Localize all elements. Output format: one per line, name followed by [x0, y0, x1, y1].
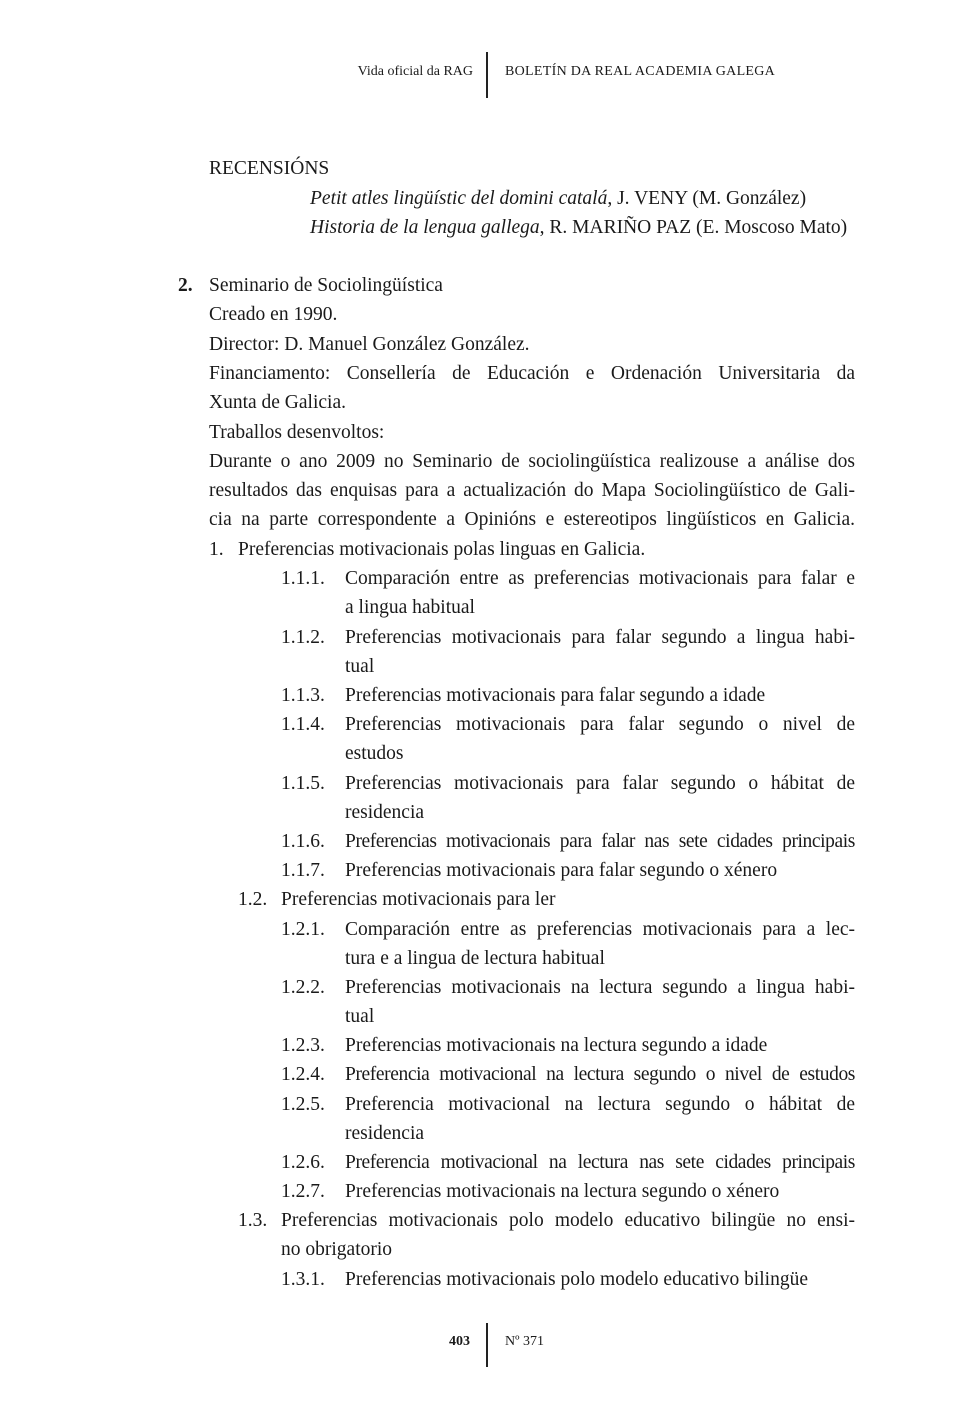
- outline-text: Comparación entre as preferencias motivacionais para a lec-: [345, 919, 855, 940]
- intro-paragraph-line: Durante o ano 2009 no Seminario de sociolingüística realizouse a análise dos: [209, 451, 855, 472]
- outline-text-cont: a lingua habitual: [345, 597, 475, 618]
- outline-number: 1.2.6.: [281, 1152, 325, 1173]
- footer-divider: [486, 1323, 488, 1367]
- outline-text: Preferencias motivacionais polas linguas en Galicia.: [238, 539, 646, 560]
- intro-paragraph-line: resultados das enquisas para a actualización do Mapa Sociolingüístico de Gali-: [209, 480, 855, 501]
- outline-number: 1.2.5.: [281, 1094, 325, 1115]
- outline-number: 1.2.2.: [281, 977, 325, 998]
- header-divider: [486, 52, 488, 98]
- outline-text: Preferencias motivacionais para falar segundo o hábitat de: [345, 773, 855, 794]
- outline-number: 1.2.: [238, 889, 268, 910]
- recension-item: [310, 216, 847, 240]
- outline-number: 1.1.2.: [281, 627, 325, 648]
- header-journal: BOLETÍN DA REAL ACADEMIA GALEGA: [505, 64, 776, 79]
- outline-number: 1.3.: [238, 1210, 268, 1231]
- page-number: 403: [449, 1334, 470, 1349]
- outline-number: 1.1.1.: [281, 568, 325, 589]
- outline-number: 1.: [209, 539, 224, 560]
- outline-text: Comparación entre as preferencias motivacionais para falar e: [345, 568, 855, 589]
- outline-text: Preferencias motivacionais polo modelo educativo bilingüe: [345, 1269, 808, 1290]
- outline-number: 1.1.3.: [281, 685, 325, 706]
- section-number: 2.: [178, 275, 193, 296]
- recension-author: , R. MARIÑO PAZ (E. Moscoso Mato): [539, 217, 848, 238]
- recension-item: [310, 187, 806, 211]
- intro-paragraph-line: cia na parte correspondente a Opinións e estereotipos lingüísticos en Galicia.: [209, 509, 855, 530]
- running-header: [0, 52, 975, 98]
- recension-title: Petit atles lingüístic del domini catalá: [310, 188, 608, 209]
- director-line: Director: D. Manuel González González.: [209, 334, 530, 355]
- page-footer: [0, 1323, 975, 1367]
- outline-number: 1.1.5.: [281, 773, 325, 794]
- outline-text: Preferencias motivacionais para falar nas sete cidades principais: [345, 831, 855, 852]
- outline-text: Preferencia motivacional na lectura segundo o hábitat de: [345, 1094, 855, 1115]
- outline-text-cont: residencia: [345, 1123, 425, 1144]
- outline-text: Preferencias motivacionais para falar segundo o xénero: [345, 860, 778, 881]
- outline-number: 1.2.7.: [281, 1181, 325, 1202]
- outline-text: Preferencias motivacionais polo modelo educativo bilingüe no ensi-: [281, 1210, 855, 1231]
- outline-number: 1.2.3.: [281, 1035, 325, 1056]
- outline-text-cont: estudos: [345, 743, 404, 764]
- created-line: Creado en 1990.: [209, 304, 338, 325]
- outline-text-cont: no obrigatorio: [281, 1239, 393, 1260]
- outline-text: Preferencia motivacional na lectura segundo o nivel de estudos: [345, 1064, 855, 1085]
- outline-text-cont: tual: [345, 656, 375, 677]
- recension-author: , J. VENY (M. González): [607, 188, 807, 209]
- outline-text: Preferencias motivacionais para ler: [281, 889, 556, 910]
- outline-number: 1.1.6.: [281, 831, 325, 852]
- recensions-heading: RECENSIÓNS: [209, 158, 330, 179]
- funding-line-cont: Xunta de Galicia.: [209, 392, 346, 413]
- outline-number: 1.2.1.: [281, 919, 325, 940]
- outline-text: Preferencias motivacionais para falar segundo o nivel de: [345, 714, 855, 735]
- funding-line: Financiamento: Consellería de Educación e Ordenación Universitaria da: [209, 363, 855, 384]
- works-label: Traballos desenvoltos:: [209, 422, 385, 443]
- outline-number: 1.2.4.: [281, 1064, 325, 1085]
- outline-text: Preferencias motivacionais na lectura segundo o xénero: [345, 1181, 780, 1202]
- outline-text: Preferencias motivacionais para falar segundo a idade: [345, 685, 766, 706]
- outline-text-cont: tura e a lingua de lectura habitual: [345, 948, 605, 969]
- outline-number: 1.3.1.: [281, 1269, 325, 1290]
- section-title: Seminario de Sociolingüística: [209, 275, 443, 296]
- outline-text: Preferencias motivacionais para falar segundo a lingua habi-: [345, 627, 855, 648]
- outline-text-cont: residencia: [345, 802, 425, 823]
- recension-title: Historia de la lengua gallega: [310, 217, 540, 238]
- outline-number: 1.1.4.: [281, 714, 325, 735]
- outline-number: 1.1.7.: [281, 860, 325, 881]
- outline-text-cont: tual: [345, 1006, 375, 1027]
- header-section: Vida oficial da RAG: [357, 64, 473, 79]
- outline-text: Preferencia motivacional na lectura nas sete cidades principais: [345, 1152, 855, 1173]
- issue-number: Nº 371: [505, 1334, 544, 1349]
- outline-text: Preferencias motivacionais na lectura segundo a lingua habi-: [345, 977, 855, 998]
- outline-text: Preferencias motivacionais na lectura segundo a idade: [345, 1035, 768, 1056]
